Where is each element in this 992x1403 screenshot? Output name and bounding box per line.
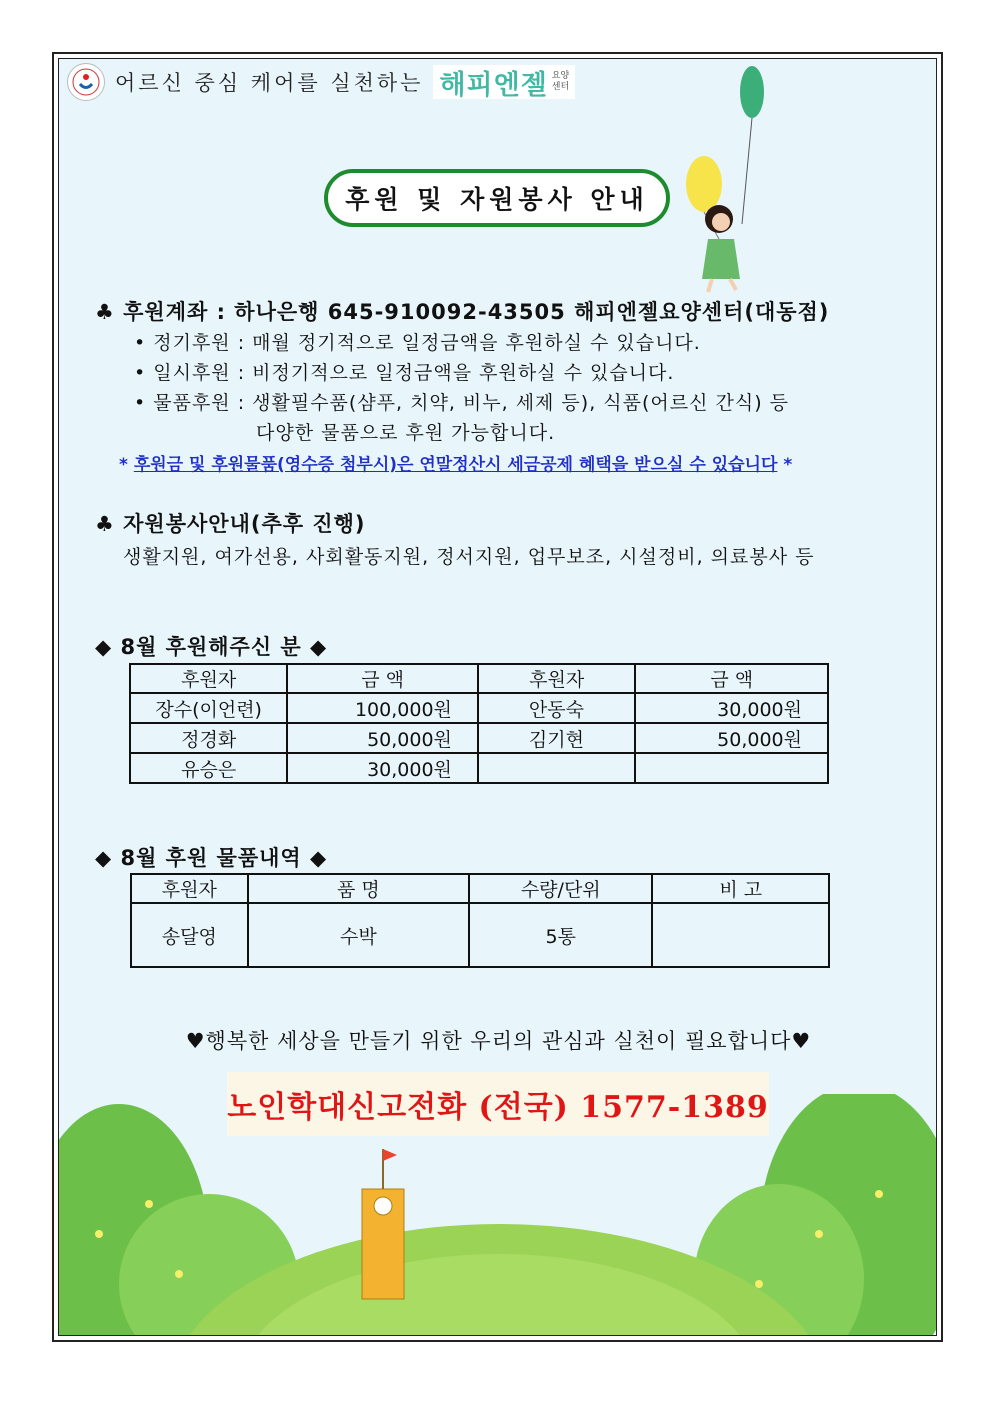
slogan: ♥행복한 세상을 만들기 위한 우리의 관심과 실천이 필요합니다♥ [185,1029,812,1053]
donors-header-cell: 후원자 [478,664,636,693]
goods-item-cell: 수박 [248,903,469,967]
goods-header-cell: 후원자 [131,874,248,903]
table-row [130,753,828,783]
brand-logo [433,65,575,99]
donor-amount-cell: 50,000원 [635,723,828,753]
donors-header-cell: 금 액 [287,664,478,693]
tax-deduction-note-text: 후원금 및 후원물품(영수증 첨부시)은 연말정산시 세금공제 혜택을 받으실 수 있습니다 [133,455,778,475]
one-time-donation-line: • 일시후원 : 비정기적으로 일정금액을 후원하실 수 있습니다. [134,362,675,384]
goods-remark-cell [652,903,829,967]
goods-header-cell: 품 명 [248,874,469,903]
goods-header-cell: 비 고 [652,874,829,903]
donor-name-cell: 정경화 [130,723,287,753]
donors-table [129,663,829,784]
title-box [324,169,670,227]
donors-header-row [130,664,828,693]
tax-deduction-note [119,450,792,475]
brand-sub-line-2: 센터 [551,82,570,92]
hotline-box [227,1072,769,1136]
goods-table [130,873,830,968]
donor-name-cell: 장수(이언련) [130,693,287,723]
center-logo-icon [67,63,105,101]
donor-name-cell [478,753,636,783]
table-row [130,693,828,723]
goods-donor-cell: 송달영 [131,903,248,967]
donor-name-cell: 김기현 [478,723,636,753]
header [67,65,575,99]
donor-amount-cell: 30,000원 [287,753,478,783]
girl-balloon-illustration [674,64,794,294]
goods-header-cell: 수량/단위 [469,874,652,903]
table-row [131,903,829,967]
brand-name: 해피엔젤 [439,69,548,101]
donor-name-cell: 유승은 [130,753,287,783]
regular-donation-line: • 정기후원 : 매월 정기적으로 일정금액을 후원하실 수 있습니다. [134,332,701,354]
goods-donation-continued: 다양한 물품으로 후원 가능합니다. [256,422,556,444]
note-star-right: * [783,455,793,475]
brand-sub [552,71,569,93]
donors-heading: ◆ 8월 후원해주신 분 ◆ [95,635,328,659]
donor-amount-cell: 30,000원 [635,693,828,723]
elder-abuse-hotline: 노인학대신고전화 (전국) 1577-1389 [227,1090,769,1125]
table-row [130,723,828,753]
brand-sub-line-1: 요양 [551,71,570,81]
note-star-left: * [119,455,128,475]
donor-amount-cell: 100,000원 [287,693,478,723]
donors-header-cell: 금 액 [635,664,828,693]
donor-name-cell: 안동숙 [478,693,636,723]
goods-heading: ◆ 8월 후원 물품내역 ◆ [95,846,328,870]
page-title: 후원 및 자원봉사 안내 [345,185,649,214]
donor-amount-cell: 50,000원 [287,723,478,753]
goods-header-row [131,874,829,903]
volunteer-heading: ♣ 자원봉사안내(추후 진행) [95,512,366,536]
volunteer-text: 생활지원, 여가선용, 사회활동지원, 정서지원, 업무보조, 시설정비, 의료봉사 등 [123,546,815,568]
goods-donation-line: • 물품후원 : 생활필수품(샴푸, 치약, 비누, 세제 등), 식품(어르신 간식) 등 [134,392,790,414]
goods-quantity-cell: 5통 [469,903,652,967]
header-tagline: 어르신 중심 케어를 실천하는 [115,71,424,95]
page-frame [58,58,937,1336]
donors-header-cell: 후원자 [130,664,287,693]
account-heading: ♣ 후원계좌 : 하나은행 645-910092-43505 해피엔젤요양센터(대동점) [95,300,830,324]
donor-amount-cell [635,753,828,783]
